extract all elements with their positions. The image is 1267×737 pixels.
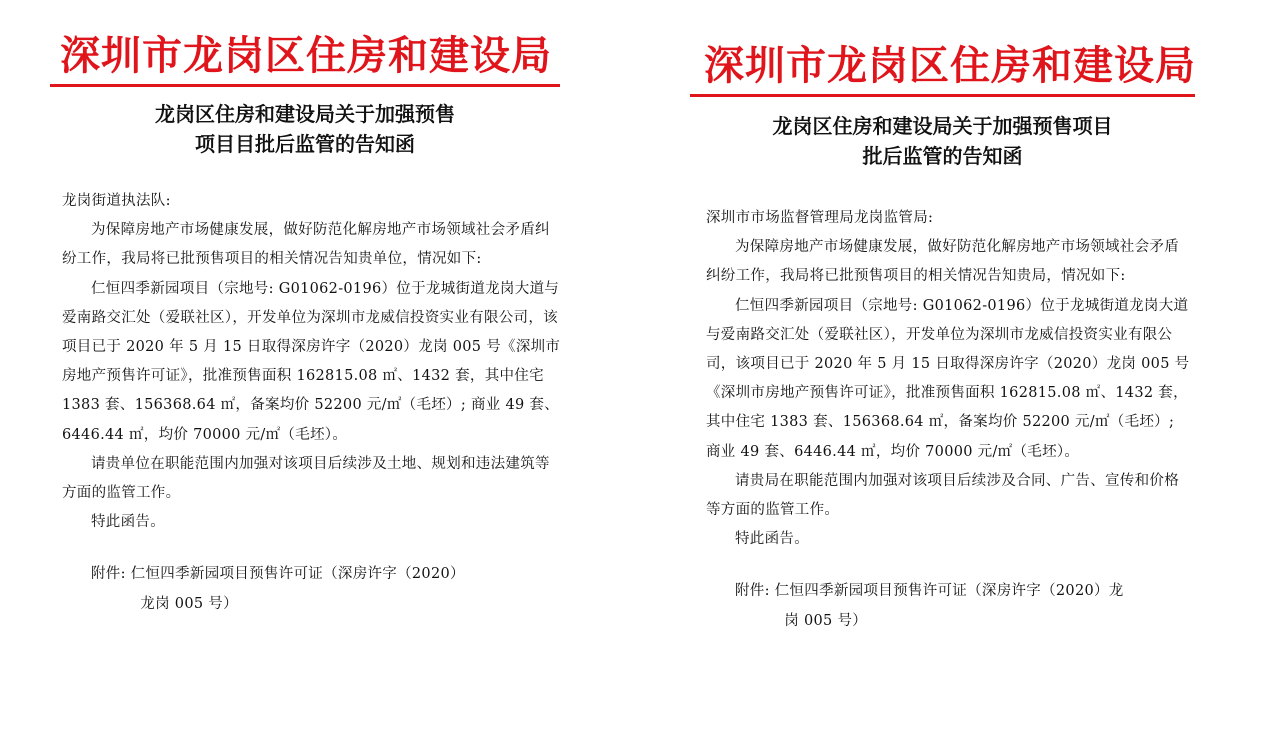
left-title-line1: 龙岗区住房和建设局关于加强预售 (155, 102, 455, 126)
right-letterhead-divider (690, 94, 1195, 97)
right-paragraph-3: 请贵局在职能范围内加强对该项目后续涉及合同、广告、宣传和价格等方面的监管工作。 (706, 472, 1179, 519)
right-paragraph-2: 仁恒四季新园项目（宗地号: G01062-0196）位于龙城街道龙岗大道与爱南路交汇处（爱联社区），开发单位为深圳市龙威信投资实业有限公司，该项目已于 2020 年 5 月 15 日取得深房许字（2020）龙岗 005 号《深圳市房地产预售许可证》，批准预售面积 162815.08 ㎡、1432 套，其中住宅 1383 套、156368.64 ㎡，备案均价 52200 元/㎡（毛坯）; 商业 49 套、6446.44 ㎡，均价 70000 元/㎡（毛坯）。 (706, 297, 1190, 460)
left-title (50, 99, 560, 159)
left-paragraph-3: 请贵单位在职能范围内加强对该项目后续涉及土地、规划和违法建筑等方面的监管工作。 (62, 455, 550, 502)
right-annex-line2: 岗 005 号） (784, 612, 868, 629)
left-title-line2: 项目目批后监管的告知函 (195, 132, 415, 156)
right-body (706, 204, 1191, 636)
left-document (50, 0, 570, 619)
right-closing: 特此函告。 (735, 531, 809, 548)
right-salutation: 深圳市市场监督管理局龙岗监管局: (706, 210, 934, 226)
right-annex-line1: 附件: 仁恒四季新园项目预售许可证（深房许字（2020）龙 (735, 583, 1124, 600)
right-title-line1: 龙岗区住房和建设局关于加强预售项目 (772, 114, 1113, 138)
right-letterhead: 深圳市龙岗区住房和建设局 (704, 42, 1196, 89)
right-title (690, 111, 1195, 171)
left-letterhead: 深圳市龙岗区住房和建设局 (60, 32, 552, 79)
left-salutation: 龙岗街道执法队: (62, 193, 171, 209)
left-closing: 特此函告。 (91, 514, 165, 531)
right-paragraph-1: 为保障房地产市场健康发展，做好防范化解房地产市场领域社会矛盾纠纷工作，我局将已批预售项目的相关情况告知贵局，情况如下: (706, 239, 1179, 285)
left-paragraph-1: 为保障房地产市场健康发展，做好防范化解房地产市场领域社会矛盾纠纷工作，我局将已批预售项目的相关情况告知贵单位，情况如下: (62, 222, 550, 268)
left-annex-line1: 附件: 仁恒四季新园项目预售许可证（深房许字（2020） (91, 566, 465, 583)
right-title-line2: 批后监管的告知函 (862, 144, 1023, 168)
left-body (62, 187, 562, 619)
left-annex-line2: 龙岗 005 号） (140, 595, 238, 612)
right-document (690, 0, 1200, 636)
left-paragraph-2: 仁恒四季新园项目（宗地号: G01062-0196）位于龙城街道龙岗大道与爱南路交汇处（爱联社区），开发单位为深圳市龙威信投资实业有限公司，该项目已于 2020 年 5 月 15 日取得深房许字（2020）龙岗 005 号《深圳市房地产预售许可证》，批准预售面积 162815.08 ㎡、1432 套，其中住宅 1383 套、156368.64 ㎡，备案均价 52200 元/㎡（毛坯）; 商业 49 套、6446.44 ㎡，均价 70000 元/㎡（毛坯）。 (62, 280, 561, 443)
left-letterhead-divider (50, 84, 560, 87)
